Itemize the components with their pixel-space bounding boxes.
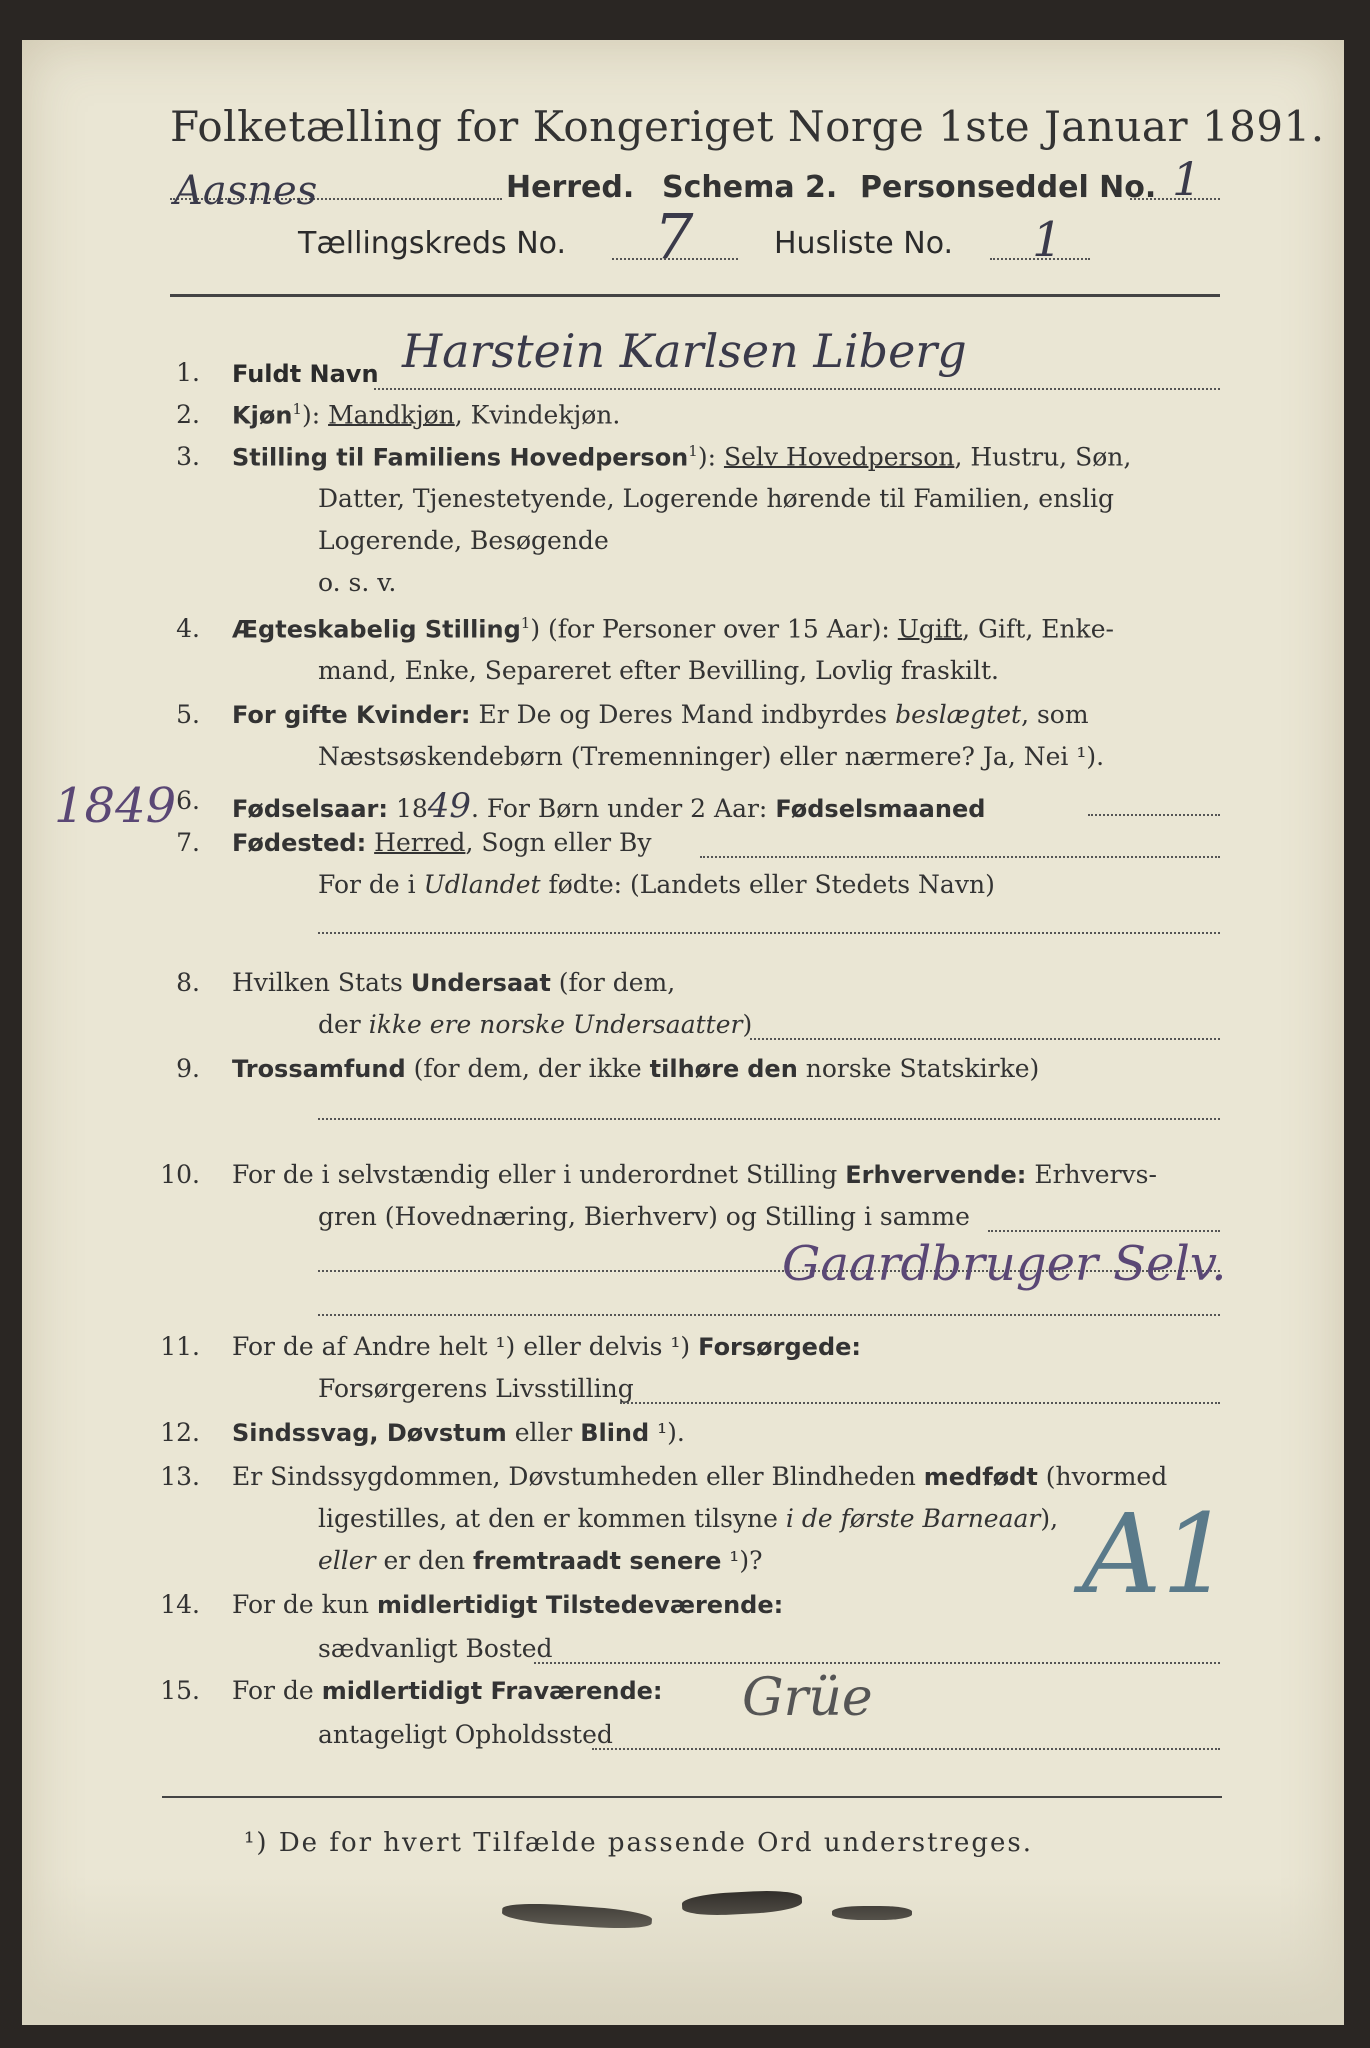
- footnote: ¹) De for hvert Tilfælde passende Ord understreges.: [244, 1828, 1034, 1858]
- occupation-row: [232, 1160, 1157, 1189]
- footnote-marker: 1: [520, 614, 531, 632]
- marital-status-label: Ægteskabelig Stilling: [232, 615, 521, 644]
- religion-label: Trossamfund: [232, 1055, 406, 1083]
- birth-year-prefix: 18: [388, 794, 428, 823]
- related-term: beslægtet: [895, 700, 1022, 729]
- form-title: Folketælling for Kongeriget Norge 1ste Januar 1891.: [170, 102, 1325, 151]
- occupation-line2: gren (Hovednæring, Bierhverv) og Stilling i samme: [318, 1202, 970, 1231]
- blue-annotation-mark: A1: [1082, 1490, 1232, 1618]
- dependents-label: Forsørgede:: [698, 1333, 862, 1361]
- occupation-line-c: [318, 1314, 1220, 1316]
- birthplace-label: Fødested:: [232, 829, 367, 857]
- congenital-label: medfødt: [923, 1463, 1038, 1491]
- disability-text-end: ¹).: [649, 1418, 685, 1447]
- marital-status-line2: mand, Enke, Separeret efter Bevilling, Lovlig fraskilt.: [318, 656, 999, 685]
- personseddel-label: Personseddel No.: [860, 170, 1157, 205]
- family-position-selected: Selv Hovedperson: [723, 442, 955, 472]
- family-position-line2: Datter, Tjenestetyende, Logerende hørende til Familien, enslig: [318, 484, 1115, 513]
- kreds-label: Tællingskreds No.: [298, 226, 566, 261]
- citizenship-text-end: (for dem,: [550, 968, 676, 997]
- birthplace-selected: Herred: [374, 828, 466, 857]
- probable-whereabouts-line: [592, 1748, 1220, 1750]
- item-number: 13.: [160, 1462, 200, 1491]
- citizenship-row: [232, 968, 675, 997]
- item-number: 6.: [176, 786, 200, 815]
- citizenship-text: Hvilken Stats: [232, 968, 411, 997]
- gender-option-female: , Kvindekjøn.: [454, 400, 621, 430]
- birth-year-value: 49: [427, 786, 472, 826]
- usual-residence-line: [534, 1662, 1220, 1664]
- family-position-text: ):: [697, 442, 724, 472]
- foreign-subjects-term: ikke ere norske Undersaatter: [368, 1010, 743, 1039]
- married-women-row: [232, 700, 1089, 729]
- dependents-row: [232, 1332, 861, 1361]
- birthplace-abroad-row: [318, 870, 995, 899]
- occupation-text-end: Erhvervs-: [1026, 1160, 1157, 1189]
- damage-mark: [832, 1906, 912, 1920]
- family-position-label: Stilling til Familiens Hovedperson: [232, 443, 689, 472]
- damage-mark: [501, 1901, 652, 1931]
- provider-occupation-line: [620, 1402, 1220, 1404]
- damage-mark: [682, 1889, 803, 1917]
- marital-status-options: , Gift, Enke-: [962, 614, 1114, 644]
- temporary-present-row: [232, 1590, 783, 1619]
- birth-year-label: Fødselsaar:: [232, 795, 388, 823]
- religion-belong-term: tilhøre: [649, 1055, 740, 1083]
- citizenship-line2-end: ): [742, 1010, 753, 1039]
- marital-status-row: [232, 614, 1114, 643]
- gender-option-male: Mandkjøn: [328, 400, 455, 430]
- birth-month-text: . For Børn under 2 Aar:: [471, 794, 776, 823]
- religion-line: [318, 1118, 1220, 1120]
- schema-label: Schema 2.: [662, 170, 838, 205]
- family-position-line3: Logerende, Besøgende: [318, 526, 609, 555]
- marital-status-selected: Ugift: [897, 614, 963, 644]
- birthplace-abroad-text-end: fødte: (Landets eller Stedets Navn): [540, 870, 995, 899]
- item-number: 7.: [176, 828, 200, 857]
- citizenship-label: Undersaat: [410, 969, 551, 997]
- citizenship-line2-text: der: [318, 1010, 369, 1039]
- birthplace-row: [232, 828, 652, 857]
- occupation-label: Erhvervende:: [845, 1161, 1027, 1189]
- occupation-line-a: [988, 1230, 1220, 1232]
- footnote-marker: 1: [292, 400, 302, 418]
- full-name-value: Harstein Karlsen Liberg: [402, 324, 967, 378]
- congenital-row2: [318, 1504, 1058, 1533]
- temporary-absent-label: midlertidigt Fraværende:: [321, 1677, 663, 1705]
- religion-text: (for dem, der ikke: [405, 1054, 650, 1083]
- full-name-line: [374, 388, 1220, 390]
- later-onset-label: fremtraadt senere: [473, 1547, 722, 1575]
- religion-the-term: den: [747, 1055, 798, 1083]
- disability-row: [232, 1418, 685, 1447]
- childhood-term: i de første Barneaar: [785, 1504, 1041, 1533]
- margin-year-note: 1849: [54, 778, 177, 834]
- disability-label: Sindssvag, Døvstum: [232, 1419, 507, 1447]
- herred-label: Herred.: [506, 170, 635, 205]
- marital-status-text: ) (for Personer over 15 Aar):: [530, 614, 898, 644]
- married-women-line2: Næstsøskendebørn (Tremenninger) eller nærmere? Ja, Nei ¹).: [318, 742, 1105, 771]
- religion-text-end: norske Statskirke): [797, 1054, 1040, 1083]
- married-women-text-end: , som: [1021, 700, 1089, 729]
- temporary-present-text: For de kun: [232, 1590, 377, 1619]
- dependents-text: For de af Andre helt ¹) eller delvis ¹): [232, 1332, 699, 1361]
- full-name-label: Fuldt Navn: [232, 360, 379, 388]
- birthplace-abroad-line: [318, 932, 1220, 934]
- item-number: 2.: [176, 400, 200, 429]
- item-number: 11.: [160, 1332, 200, 1361]
- temporary-absent-text: For de: [232, 1676, 322, 1705]
- item-number: 1.: [176, 358, 200, 387]
- occupation-text: For de i selvstændig eller i underordnet Stilling: [232, 1160, 846, 1189]
- husliste-value: 1: [1032, 212, 1063, 268]
- item-number: 9.: [176, 1054, 200, 1083]
- usual-residence-label: sædvanligt Bosted: [318, 1634, 553, 1663]
- temporary-present-label: midlertidigt Tilstedeværende:: [376, 1591, 784, 1619]
- citizenship-row2: [318, 1010, 752, 1039]
- birthplace-line: [700, 856, 1220, 858]
- family-position-row: [232, 442, 1131, 471]
- occupation-value: Gaardbruger Selv.: [782, 1236, 1227, 1292]
- herred-value: Aasnes: [174, 168, 318, 214]
- husliste-label: Husliste No.: [774, 226, 954, 261]
- citizenship-line: [750, 1038, 1220, 1040]
- disability-text: eller: [506, 1418, 581, 1447]
- item-number: 15.: [160, 1676, 200, 1705]
- congenital-line3-text: er den: [375, 1546, 474, 1575]
- married-women-text: Er De og Deres Mand indbyrdes: [470, 700, 896, 729]
- family-position-options: , Hustru, Søn,: [954, 442, 1132, 472]
- item-number: 4.: [176, 614, 200, 643]
- birthplace-options: , Sogn eller By: [465, 828, 652, 857]
- married-women-label: For gifte Kvinder:: [232, 701, 471, 729]
- congenital-row: [232, 1462, 1167, 1491]
- abroad-term: Udlandet: [423, 870, 541, 899]
- birthplace-abroad-text: For de i: [318, 870, 424, 899]
- item-number: 12.: [160, 1418, 200, 1447]
- provider-occupation-label: Forsørgerens Livsstilling: [318, 1374, 634, 1403]
- footer-rule: [162, 1796, 1222, 1798]
- gender-text: ):: [301, 400, 329, 430]
- personseddel-value: 1: [1172, 152, 1202, 206]
- header-rule: [170, 294, 1220, 297]
- birth-month-label: Fødselsmaaned: [775, 795, 986, 823]
- kreds-value: 7: [654, 200, 694, 273]
- religion-row: [232, 1054, 1039, 1083]
- congenital-text-end: (hvormed: [1037, 1462, 1168, 1491]
- gender-label: Kjøn: [232, 401, 293, 430]
- item-number: 8.: [176, 968, 200, 997]
- probable-whereabouts-value: Grüe: [742, 1668, 873, 1728]
- congenital-line2-text: ligestilles, at den er kommen tilsyne: [318, 1504, 786, 1533]
- item-number: 5.: [176, 700, 200, 729]
- item-number: 14.: [160, 1590, 200, 1619]
- probable-whereabouts-label: antageligt Opholdssted: [318, 1720, 613, 1749]
- congenital-text: Er Sindssygdommen, Døvstumheden eller Blindheden: [232, 1462, 924, 1491]
- congenital-line2-end: ),: [1040, 1504, 1059, 1533]
- item-number: 3.: [176, 442, 200, 471]
- family-position-line4: o. s. v.: [318, 568, 397, 597]
- gender-row: [232, 400, 620, 429]
- congenital-line3-end: ¹)?: [721, 1546, 763, 1575]
- birth-month-line: [1088, 814, 1220, 816]
- temporary-absent-row: [232, 1676, 663, 1705]
- birth-year-row: [232, 786, 985, 826]
- blind-label: Blind: [580, 1419, 650, 1447]
- congenital-row3: [318, 1546, 763, 1575]
- item-number: 10.: [160, 1160, 200, 1189]
- or-term: eller: [318, 1546, 376, 1575]
- census-form: [22, 40, 1344, 2025]
- footnote-marker: 1: [688, 442, 698, 460]
